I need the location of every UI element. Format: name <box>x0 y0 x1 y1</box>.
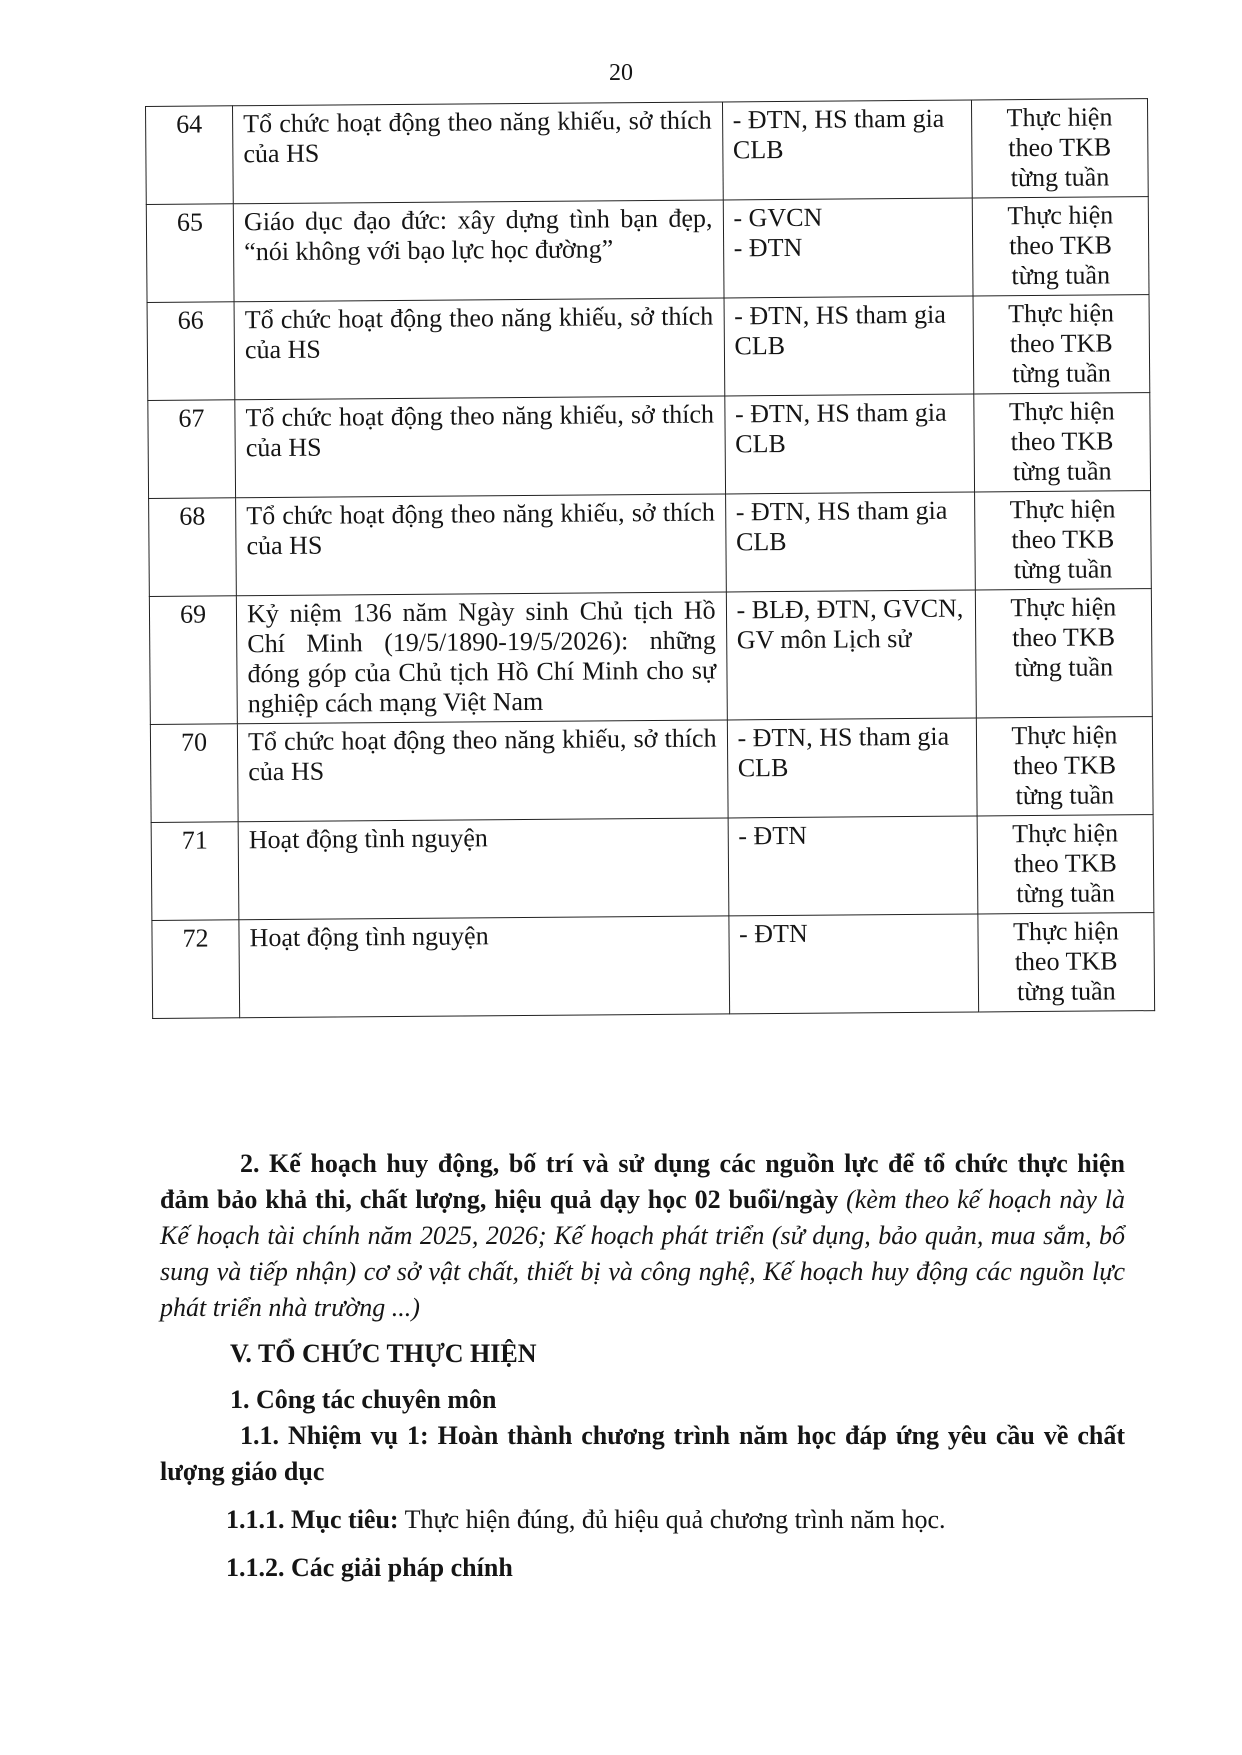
row-responsible: - ĐTN <box>728 914 978 1014</box>
row-content: Kỷ niệm 136 năm Ngày sinh Chủ tịch Hồ Chí Minh (19/5/1890-19/5/2026): những đóng góp của Chủ tịch Hồ Chí Minh cho sự nghiệp cách mạng Việt Nam <box>236 592 726 724</box>
row-time: Thực hiện theo TKB từng tuần <box>977 815 1154 914</box>
table-row <box>150 717 1153 823</box>
row-number: 72 <box>152 920 240 1019</box>
row-responsible: - ĐTN, HS tham gia CLB <box>725 492 975 592</box>
section-2-paragraph <box>160 1146 1125 1326</box>
row-content: Tổ chức hoạt động theo năng khiếu, sở thích của HS <box>235 396 725 498</box>
section-5-1-heading: 1. Công tác chuyên môn <box>230 1385 497 1414</box>
row-content: Tổ chức hoạt động theo năng khiếu, sở thích của HS <box>234 298 724 400</box>
row-number: 69 <box>149 596 237 725</box>
row-number: 64 <box>146 106 234 205</box>
table-row <box>149 491 1152 597</box>
section-2-note: (kèm theo kế hoạch này là Kế hoạch tài chính năm 2025, 2026; Kế hoạch phát triển (sử dụng, bảo quản, mua sắm, bổ sung và tiếp nhận) cơ sở vật chất, thiết bị và công nghệ, Kế hoạch huy động các nguồn lực phát triển nhà trường ...) <box>160 1185 1125 1322</box>
table-row <box>146 197 1149 303</box>
row-content: Tổ chức hoạt động theo năng khiếu, sở thích của HS <box>233 102 723 204</box>
row-time: Thực hiện theo TKB từng tuần <box>974 491 1151 590</box>
goal-text: Thực hiện đúng, đủ hiệu quả chương trình năm học. <box>404 1505 946 1534</box>
table-row <box>149 589 1152 725</box>
activity-table-container <box>145 98 1155 1019</box>
row-content: Giáo dục đạo đức: xây dựng tình bạn đẹp, “nói không với bạo lực học đường” <box>233 200 723 302</box>
row-responsible: - ĐTN, HS tham gia CLB <box>724 394 974 494</box>
row-content: Hoạt động tình nguyện <box>238 818 728 920</box>
row-time: Thực hiện theo TKB từng tuần <box>971 99 1148 198</box>
section-5-title: V. TỔ CHỨC THỰC HIỆN <box>230 1339 537 1368</box>
row-content: Tổ chức hoạt động theo năng khiếu, sở thích của HS <box>237 720 727 822</box>
row-responsible: - ĐTN, HS tham gia CLB <box>724 296 974 396</box>
row-responsible: - ĐTN, HS tham gia CLB <box>722 100 972 200</box>
row-number: 68 <box>149 498 237 597</box>
body-text <box>160 1146 1125 1586</box>
page-number: 20 <box>609 60 633 86</box>
row-content: Tổ chức hoạt động theo năng khiếu, sở thích của HS <box>236 494 726 596</box>
row-responsible: - BLĐ, ĐTN, GVCN, GV môn Lịch sử <box>726 590 976 720</box>
table-row <box>152 913 1155 1019</box>
row-time: Thực hiện theo TKB từng tuần <box>974 393 1151 492</box>
activity-table <box>145 98 1155 1019</box>
row-responsible: - ĐTN, HS tham gia CLB <box>727 718 977 818</box>
row-number: 66 <box>147 302 235 401</box>
row-time: Thực hiện theo TKB từng tuần <box>978 913 1155 1012</box>
row-time: Thực hiện theo TKB từng tuần <box>976 717 1153 816</box>
row-number: 71 <box>151 822 239 921</box>
activity-table-body <box>146 99 1155 1019</box>
solutions-heading: 1.1.2. Các giải pháp chính <box>226 1553 513 1582</box>
section-5-1-1-heading: 1.1. Nhiệm vụ 1: Hoàn thành chương trình năm học đáp ứng yêu cầu về chất lượng giáo dục <box>160 1421 1125 1486</box>
table-row <box>148 393 1151 499</box>
row-time: Thực hiện theo TKB từng tuần <box>973 295 1150 394</box>
row-number: 67 <box>148 400 236 499</box>
row-number: 70 <box>150 724 238 823</box>
row-time: Thực hiện theo TKB từng tuần <box>972 197 1149 296</box>
table-row <box>147 295 1150 401</box>
row-responsible: - ĐTN <box>728 816 978 916</box>
table-row <box>146 99 1149 205</box>
goal-label: 1.1.1. Mục tiêu: <box>226 1505 399 1534</box>
goal-paragraph <box>160 1502 1125 1538</box>
row-content: Hoạt động tình nguyện <box>239 916 729 1018</box>
row-time: Thực hiện theo TKB từng tuần <box>975 589 1152 718</box>
table-row <box>151 815 1154 921</box>
row-responsible: - GVCN - ĐTN <box>723 198 973 298</box>
section-2-heading: 2. Kế hoạch huy động, bố trí và sử dụng các nguồn lực để tổ chức thực hiện đảm bảo khả thi, chất lượng, hiệu quả dạy học 02 buổi/ngày <box>160 1149 1125 1214</box>
row-number: 65 <box>146 204 234 303</box>
